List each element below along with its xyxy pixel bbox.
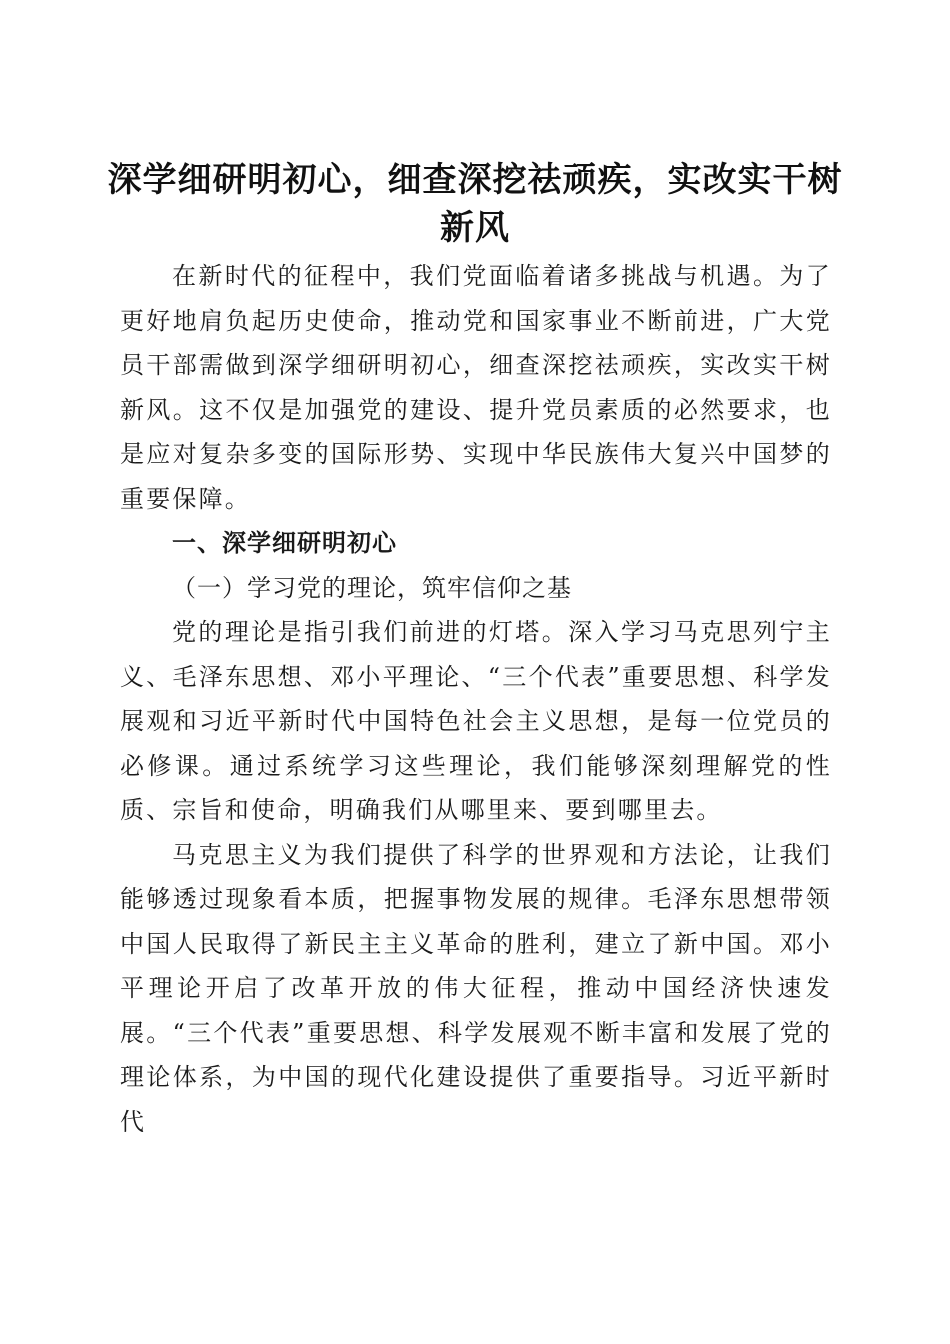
document-title: 深学细研明初心，细查深挖祛顽疾，实改实干树新风 (107, 159, 843, 248)
intro-paragraph: 在新时代的征程中，我们党面临着诸多挑战与机遇。为了更好地肩负起历史使命，推动党和国家事业不断前进，广大党员干部需做到深学细研明初心，细查深挖祛顽疾，实改实干树新风。这不仅是加强党的建设、提升党员素质的必然要求，也是应对复杂多变的国际形势、实现中华民族伟大复兴中国梦的重要保障。 (120, 262, 832, 513)
body-paragraph: 马克思主义为我们提供了科学的世界观和方法论，让我们能够透过现象看本质，把握事物发展的规律。毛泽东思想带领中国人民取得了新民主主义革命的胜利，建立了新中国。邓小平理论开启了改革开放的伟大征程，推动中国经济快速发展。“三个代表”重要思想、科学发展观不断丰富和发展了党的理论体系，为中国的现代化建设提供了重要指导。习近平新时代 (120, 840, 832, 1136)
subsection-heading: （一）学习党的理论，筑牢信仰之基 (172, 573, 572, 602)
body-paragraph: 党的理论是指引我们前进的灯塔。深入学习马克思列宁主义、毛泽东思想、邓小平理论、“三个代表”重要思想、科学发展观和习近平新时代中国特色社会主义思想，是每一位党员的必修课。通过系统学习这些理论，我们能够深刻理解党的性质、宗旨和使命，明确我们从哪里来、要到哪里去。 (120, 618, 832, 824)
section-heading: 一、深学细研明初心 (172, 529, 397, 557)
document-body (120, 254, 832, 1144)
